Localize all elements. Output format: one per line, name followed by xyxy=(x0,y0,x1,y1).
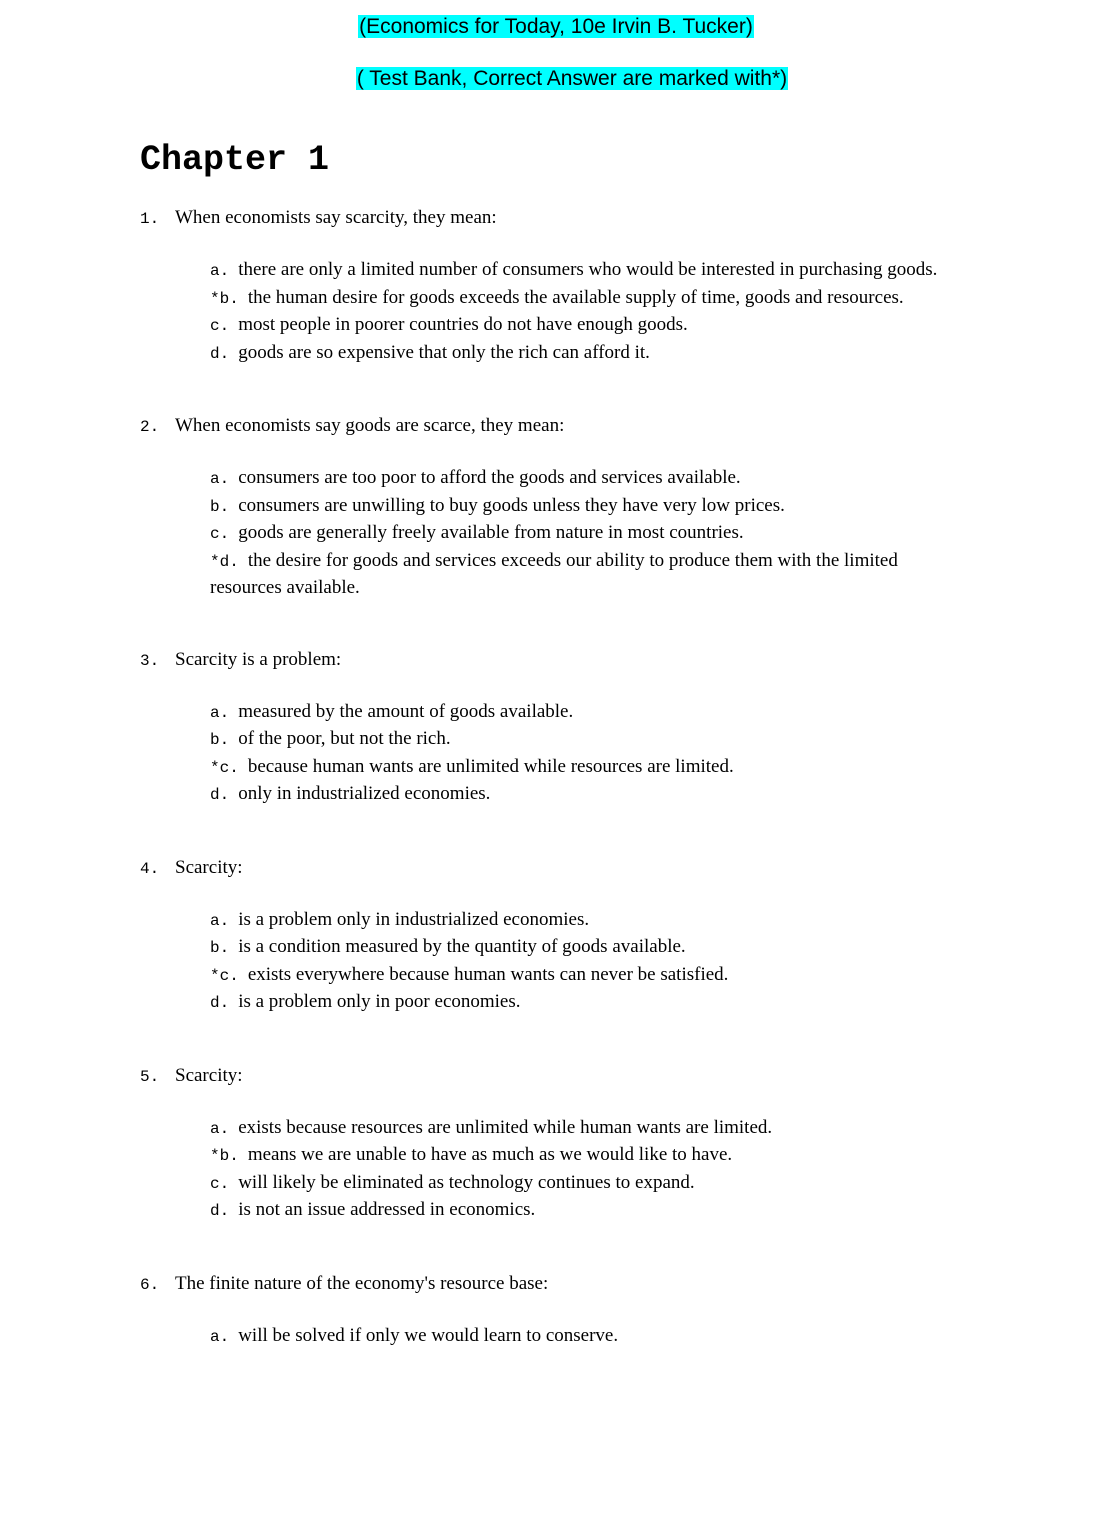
question-stem xyxy=(0,647,1120,673)
option-text: of the poor, but not the rich. xyxy=(238,728,451,749)
answer-options xyxy=(0,699,1120,809)
book-title-text: (Economics for Today, 10e Irvin B. Tucker) xyxy=(359,15,753,38)
question-6 xyxy=(0,1271,1120,1351)
option-label: b. xyxy=(210,497,230,516)
option-text: is a problem only in poor economies. xyxy=(238,991,521,1012)
question-stem xyxy=(0,855,1120,881)
option-label: b. xyxy=(210,939,230,957)
answer-option xyxy=(210,520,970,548)
answer-option xyxy=(210,1323,970,1351)
option-text: exists because resources are unlimited while human wants are limited. xyxy=(238,1116,773,1138)
question-2 xyxy=(0,413,1120,601)
option-text: goods are generally freely available from nature in most countries. xyxy=(238,522,744,543)
option-text: goods are so expensive that only the rich can afford it. xyxy=(238,341,650,363)
question-5 xyxy=(0,1063,1120,1225)
option-label: b. xyxy=(210,731,230,749)
option-text: will be solved if only we would learn to conserve. xyxy=(238,1324,619,1346)
option-label: a. xyxy=(210,1119,230,1138)
answer-option xyxy=(210,465,970,493)
answer-option-correct xyxy=(210,1142,970,1170)
option-label: a. xyxy=(210,470,230,488)
option-text: is a condition measured by the quantity of goods available. xyxy=(238,936,686,957)
option-label: *c. xyxy=(210,758,239,777)
answer-option-correct xyxy=(210,962,970,990)
option-label: a. xyxy=(210,1327,230,1346)
question-text: When economists say goods are scarce, they mean: xyxy=(175,415,565,436)
answer-options xyxy=(0,1115,1120,1225)
question-text: When economists say scarcity, they mean: xyxy=(175,207,497,228)
question-text: The finite nature of the economy's resource base: xyxy=(175,1272,549,1294)
option-text: consumers are too poor to afford the goods and services available. xyxy=(238,467,741,488)
option-label: a. xyxy=(210,911,230,930)
option-label: d. xyxy=(210,344,230,363)
answer-option xyxy=(210,907,970,935)
option-label: *d. xyxy=(210,552,239,571)
question-number: 3. xyxy=(140,651,160,670)
option-label: c. xyxy=(210,317,230,335)
option-text: there are only a limited number of consumers who would be interested in purchasing goods. xyxy=(238,259,938,280)
option-label: a. xyxy=(210,262,230,280)
answer-options xyxy=(0,1323,1120,1351)
question-stem xyxy=(0,1271,1120,1297)
option-label: a. xyxy=(210,703,230,722)
answer-option xyxy=(210,726,970,754)
answer-key-note-text: ( Test Bank, Correct Answer are marked with*) xyxy=(356,67,788,90)
question-4 xyxy=(0,855,1120,1017)
option-text: because human wants are unlimited while resources are limited. xyxy=(247,755,734,777)
question-text: Scarcity is a problem: xyxy=(175,648,342,670)
question-number: 6. xyxy=(140,1275,160,1294)
question-number: 1. xyxy=(140,210,160,228)
option-text: only in industrialized economies. xyxy=(238,783,491,804)
option-text: means we are unable to have as much as we would like to have. xyxy=(247,1144,733,1165)
option-label: *c. xyxy=(210,966,239,985)
question-stem xyxy=(0,1063,1120,1089)
question-stem xyxy=(0,205,1120,231)
answer-options xyxy=(0,907,1120,1017)
answer-option xyxy=(210,699,970,727)
question-1 xyxy=(0,205,1120,367)
answer-option xyxy=(210,934,970,962)
answer-option-correct xyxy=(210,548,970,601)
answer-option xyxy=(210,340,970,368)
option-label: d. xyxy=(210,1202,230,1220)
question-text: Scarcity: xyxy=(175,856,243,878)
question-3 xyxy=(0,647,1120,809)
option-label: d. xyxy=(210,786,230,804)
option-text: most people in poorer countries do not have enough goods. xyxy=(238,314,688,335)
answer-option xyxy=(210,781,970,809)
answer-option-correct xyxy=(210,285,970,313)
option-label: c. xyxy=(210,525,230,543)
answer-options xyxy=(0,465,1120,601)
answer-option-correct xyxy=(210,754,970,782)
answer-option xyxy=(210,989,970,1017)
answer-key-note-banner xyxy=(0,66,1120,91)
option-label: c. xyxy=(210,1174,230,1193)
option-text: is a problem only in industrialized economies. xyxy=(238,908,590,930)
chapter-title: Chapter 1 xyxy=(140,140,330,180)
answer-options xyxy=(0,257,1120,367)
answer-option xyxy=(210,1197,970,1225)
answer-option xyxy=(210,1170,970,1198)
book-title-banner xyxy=(0,14,1120,39)
question-number: 5. xyxy=(140,1067,160,1086)
question-list xyxy=(0,205,1120,1396)
option-text: will likely be eliminated as technology continues to expand. xyxy=(238,1171,695,1193)
question-text: Scarcity: xyxy=(175,1064,243,1086)
option-text: is not an issue addressed in economics. xyxy=(238,1199,536,1220)
option-text: measured by the amount of goods available. xyxy=(238,700,574,722)
option-text: the desire for goods and services exceeds our ability to produce them with the limited resources available. xyxy=(210,549,898,598)
answer-option xyxy=(210,493,970,521)
option-label: d. xyxy=(210,994,230,1012)
option-text: consumers are unwilling to buy goods unless they have very low prices. xyxy=(238,494,785,516)
answer-option xyxy=(210,1115,970,1143)
option-label: *b. xyxy=(210,289,239,308)
answer-option xyxy=(210,312,970,340)
question-number: 4. xyxy=(140,859,160,878)
option-label: *b. xyxy=(210,1147,239,1165)
question-number: 2. xyxy=(140,418,160,436)
answer-option xyxy=(210,257,970,285)
option-text: the human desire for goods exceeds the available supply of time, goods and resources. xyxy=(247,286,904,308)
question-stem xyxy=(0,413,1120,439)
option-text: exists everywhere because human wants can never be satisfied. xyxy=(247,963,729,985)
